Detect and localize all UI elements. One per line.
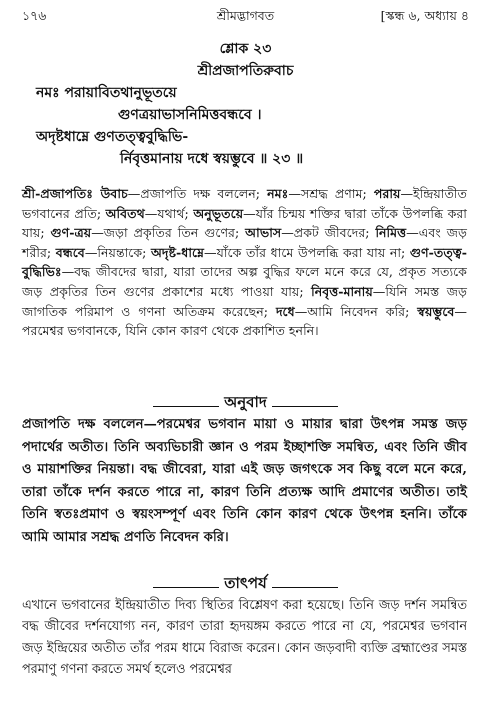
verse-line-2: গুণত্রয়াভাসনিমিত্তবন্ধবে । — [118, 107, 262, 123]
heading-rule-left — [153, 406, 219, 407]
translation-heading-text: অনুবাদ — [224, 393, 267, 411]
synonym-word: বন্ধবে — [55, 244, 85, 260]
synonym-entry: আভাস—প্রকট জীবদের; — [245, 225, 370, 241]
synonym-word: দধে — [275, 303, 295, 319]
synonym-meaning: পরমেশ্বর ভগবানকে, যিনি কোন কারণ থেকে প্রকাশিত হননি। — [22, 323, 319, 339]
verse-line-4: র্নিবৃত্তমানায় দধে স্বয়ম্ভুবে ॥ ২৩ ॥ — [120, 151, 304, 167]
synonym-meaning: ইন্দ্রিয়াতীত ভগবানের প্রতি; — [22, 186, 467, 221]
purport-heading — [0, 572, 491, 597]
synonym-entry: শ্রী-প্রজাপতিঃ উবাচ—প্রজাপতি দক্ষ বললেন; — [22, 186, 260, 201]
synonyms-paragraph — [22, 184, 467, 341]
synonym-entry: অদৃষ্ট-ধাম্নে—যাঁকে তাঁর ধামে উপলব্ধি করা যায় না; — [150, 244, 406, 260]
book-title: শ্রীমদ্ভাগবত — [216, 8, 275, 23]
page-number: ১৭৬ — [22, 8, 47, 23]
heading-rule-right — [272, 587, 338, 588]
synonym-meaning: জড়া প্রকৃতির তিন গুণের; — [103, 225, 240, 241]
translation-heading — [0, 391, 491, 416]
synonym-word: আভাস — [245, 225, 282, 241]
synonym-meaning: প্রজাপতি দক্ষ বললেন; — [140, 186, 260, 201]
synonym-word: অবিতথ — [105, 205, 145, 221]
synonym-meaning: সশ্রদ্ধ প্রণাম; — [300, 186, 367, 201]
synonym-meaning: যিনি সমস্ত জড় জাগতিক পরিমাপ ও গণনা অতিক্রম করেছেন; — [22, 283, 467, 319]
synonym-entry: দধে—আমি নিবেদন করি; — [275, 303, 410, 319]
synonym-word: স্বয়ম্ভুবে — [417, 303, 455, 319]
translation-paragraph: প্রজাপতি দক্ষ বললেন—পরমেশ্বর ভগবান মায়া ও মায়ার দ্বারা উৎপন্ন সমস্ত জড় পদার্থের অতীত। তিনি অব্যভিচারী জ্ঞান ও পরম ইচ্ছাশক্তি সমন্বিত, এবং তিনি জীব ও মায়াশক্তির নিয়ন্তা। বদ্ধ জীবেরা, যারা এই জড় জগৎকে সব কিছু বলে মনে করে, তারা তাঁকে দর্শন করতে পারে না, কারণ তিনি প্রত্যক্ষ আদি প্রমাণের অতীত। তাই তিনি স্বতঃপ্রমাণ ও স্বয়ংসম্পূর্ণ এবং তিনি কোন কারণ থেকে উৎপন্ন হননি। তাঁকে আমি আমার সশ্রদ্ধ প্রণতি নিবেদন করি। — [22, 417, 467, 545]
synonym-entry: স্বয়ম্ভুবে—পরমেশ্বর ভগবানকে, যিনি কোন কারণ থেকে প্রকাশিত হননি। — [22, 303, 467, 339]
chapter-reference: [স্কন্ধ ৬, অধ্যায় ৪ — [380, 8, 469, 23]
synonym-word: পরায় — [373, 186, 401, 201]
purport-heading-text: তাৎপর্য — [224, 574, 267, 592]
verse-speaker: শ্রীপ্রজাপতিরুবাচ — [197, 63, 294, 79]
synonym-entry: পরায়—ইন্দ্রিয়াতীত ভগবানের প্রতি; — [22, 186, 467, 221]
synonym-meaning: বদ্ধ জীবদের দ্বারা, যারা তাদের অল্প বুদ্ধির ফলে মনে করে যে, প্রকৃত সত্যকে জড় প্রকৃতির তিন গুণের প্রকাশের মধ্যে পাওয়া যায়; — [22, 264, 467, 299]
synonym-word: গুণ-ত্রয় — [50, 225, 92, 241]
synonym-word: অদৃষ্ট-ধাম্নে — [150, 244, 205, 260]
synonym-entry: অনুভূতয়ে—যাঁর চিন্ময় শক্তির দ্বারা তাঁকে উপলব্ধি করা যায়; — [22, 205, 467, 241]
synonym-entry: নমঃ—সশ্রদ্ধ প্রণাম; — [267, 186, 367, 201]
synonym-entry: গুণ-তত্ত্ব-বুদ্ধিভিঃ—বদ্ধ জীবদের দ্বারা, যারা তাদের অল্প বুদ্ধির ফলে মনে করে যে, প্রকৃত সত্যকে জড় প্রকৃতির তিন গুণের প্রকাশের মধ্যে পাওয়া যায়; — [22, 244, 467, 299]
synonym-entry: নিবৃত্ত-মানায়—যিনি সমস্ত জড় জাগতিক পরিমাপ ও গণনা অতিক্রম করেছেন; — [22, 283, 467, 319]
synonym-meaning: নিয়ন্তাকে; — [97, 244, 147, 260]
synonym-word: নিবৃত্ত-মানায় — [311, 283, 373, 299]
synonym-word: নিমিত্ত — [375, 225, 407, 241]
running-head — [22, 8, 469, 28]
heading-rule-left — [153, 587, 219, 588]
verse-label: শ্লোক ২৩ — [219, 41, 272, 57]
synonym-meaning: যাঁকে তাঁর ধামে উপলব্ধি করা যায় না; — [216, 244, 406, 260]
synonym-entry: নিমিত্ত—এবং জড় শরীর; — [22, 225, 467, 260]
heading-rule-right — [272, 406, 338, 407]
synonym-entry: বন্ধবে—নিয়ন্তাকে; — [55, 244, 147, 260]
synonym-word: অনুভূতয়ে — [193, 205, 244, 221]
synonym-entry: গুণ-ত্রয়—জড়া প্রকৃতির তিন গুণের; — [50, 225, 240, 241]
synonym-word: নমঃ — [267, 186, 289, 201]
synonym-meaning: আমি নিবেদন করি; — [307, 303, 410, 319]
synonym-word: শ্রী-প্রজাপতিঃ উবাচ — [22, 186, 128, 201]
verse-line-1: নমঃ পরায়াবিতথানুভূতয়ে — [36, 85, 177, 101]
synonym-meaning: এবং জড় শরীর; — [22, 225, 467, 260]
synonym-meaning: যাঁর চিন্ময় শক্তির দ্বারা তাঁকে উপলব্ধি করা যায়; — [22, 205, 467, 241]
synonym-meaning: যথার্থ; — [157, 205, 189, 221]
purport-paragraph: এখানে ভগবানের ইন্দ্রিয়াতীত দিব্য স্থিতির বিশ্লেষণ করা হয়েছে। তিনি জড় দর্শন সমন্বিত বদ্ধ জীবের দর্শনযোগ্য নন, কারণ তারা হৃদয়ঙ্গম করতে পারে না যে, পরমেশ্বর ভগবান জড় ইন্দ্রিয়ের অতীত তাঁর পরম ধামে বিরাজ করেন। কোন জড়বাদী ব্যক্তি ব্রহ্মাণ্ডের সমস্ত পরমাণু গণনা করতে সমর্থ হলেও পরমেশ্বর — [22, 598, 467, 678]
synonym-meaning: প্রকট জীবদের; — [293, 225, 370, 241]
verse-line-3: অদৃষ্টধাম্নে গুণতত্ত্ববুদ্ধিভি- — [36, 129, 189, 145]
synonym-entry: অবিতথ—যথার্থ; — [105, 205, 189, 221]
synonym-word: গুণ-তত্ত্ব-বুদ্ধিভিঃ — [22, 244, 467, 280]
verse-block — [20, 38, 471, 170]
